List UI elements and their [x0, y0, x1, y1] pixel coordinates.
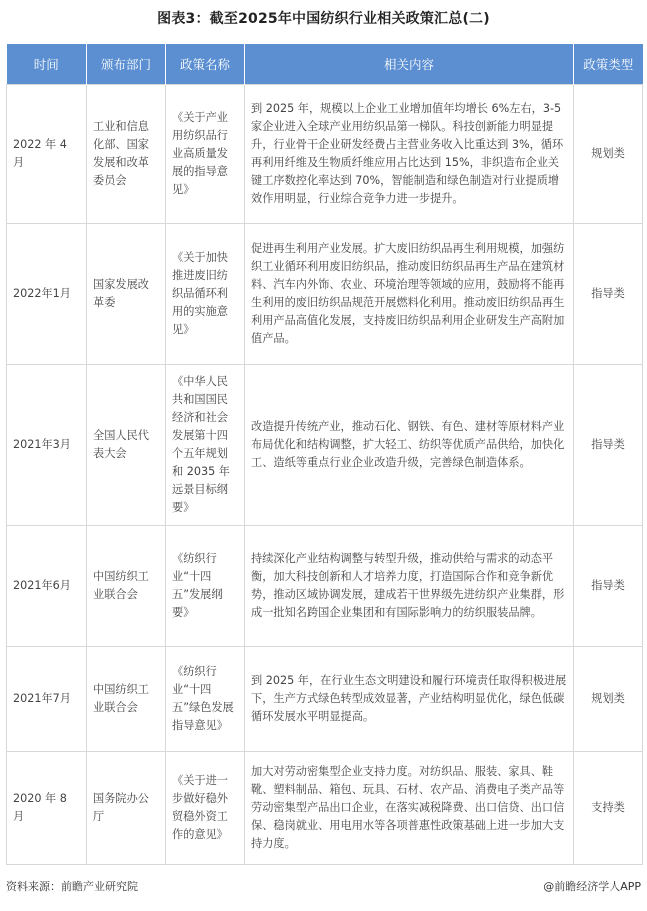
- table-row: [7, 526, 643, 647]
- cell-policy-name: 《纺织行业“十四五”发展纲要》: [166, 526, 245, 647]
- cell-policy-type: 规划类: [574, 647, 643, 752]
- cell-policy-name: 《关于进一步做好稳外贸稳外资工作的意见》: [166, 752, 245, 865]
- header-policy-type: 政策类型: [574, 44, 643, 85]
- cell-policy-type: 支持类: [574, 752, 643, 865]
- header-time: 时间: [7, 44, 87, 85]
- cell-time: 2021年7月: [7, 647, 87, 752]
- cell-content: 改造提升传统产业，推动石化、钢铁、有色、建材等原材料产业布局优化和结构调整，扩大轻工、纺织等优质产品供给，加快化工、造纸等重点行业企业改造升级，完善绿色制造体系。: [245, 365, 574, 526]
- cell-policy-type: 指导类: [574, 526, 643, 647]
- cell-policy-type: 指导类: [574, 365, 643, 526]
- header-content: 相关内容: [245, 44, 574, 85]
- table-row: [7, 647, 643, 752]
- source-note: 资料来源：前瞻产业研究院: [6, 880, 138, 893]
- policy-table: [6, 44, 643, 865]
- cell-content: 到 2025 年，规模以上企业工业增加值年均增长 6%左右，3-5 家企业进入全球产业用纺织品第一梯队。科技创新能力明显提升，行业骨干企业研发经费占主营业务收入比重达到 3%，循环再利用纤维及生物质纤维应用占比达到 15%，非织造布企业关键工序数控化率达到 70%，智能制造和绿色制造对行业提质增效作用明显，行业综合竞争力进一步提升。: [245, 85, 574, 224]
- cell-content: 持续深化产业结构调整与转型升级，推动供给与需求的动态平衡，加大科技创新和人才培养力度，打造国际合作和竞争新优势，推动区域协调发展，建成若干世界级先进纺织产业集群，形成一批知名跨国企业集团和有国际影响力的纺织服装品牌。: [245, 526, 574, 647]
- cell-department: 国务院办公厅: [87, 752, 166, 865]
- cell-time: 2020 年 8 月: [7, 752, 87, 865]
- cell-department: 工业和信息化部、国家发展和改革委员会: [87, 85, 166, 224]
- cell-policy-type: 规划类: [574, 85, 643, 224]
- cell-department: 国家发展改革委: [87, 224, 166, 365]
- cell-time: 2022 年 4 月: [7, 85, 87, 224]
- table-row: [7, 752, 643, 865]
- cell-department: 全国人民代表大会: [87, 365, 166, 526]
- cell-content: 到 2025 年，在行业生态文明建设和履行环境责任取得积极进展下，生产方式绿色转型成效显著，产业结构明显优化，绿色低碳循环发展水平明显提高。: [245, 647, 574, 752]
- table-row: [7, 365, 643, 526]
- cell-policy-name: 《纺织行业“十四五”绿色发展指导意见》: [166, 647, 245, 752]
- table-row: [7, 85, 643, 224]
- cell-time: 2021年3月: [7, 365, 87, 526]
- brand-credit: @前瞻经济学人APP: [543, 880, 641, 893]
- cell-policy-type: 指导类: [574, 224, 643, 365]
- cell-content: 促进再生利用产业发展。扩大废旧纺织品再生利用规模，加强纺织工业循环利用废旧纺织品，推动废旧纺织品再生产品在建筑材料、汽车内外饰、农业、环境治理等领域的应用，鼓励将不能再生利用的废旧纺织品规范开展燃料化利用。推动废旧纺织品再生利用产品高值化发展，支持废旧纺织品利用企业研发生产高附加值产品。: [245, 224, 574, 365]
- cell-policy-name: 《关于产业用纺织品行业高质量发展的指导意见》: [166, 85, 245, 224]
- cell-content: 加大对劳动密集型企业支持力度。对纺织品、服装、家具、鞋靴、塑料制品、箱包、玩具、石材、农产品、消费电子类产品等劳动密集型产品出口企业，在落实减税降费、出口信贷、出口信保、稳岗就业、用电用水等各项普惠性政策基础上进一步加大支持力度。: [245, 752, 574, 865]
- cell-department: 中国纺织工业联合会: [87, 647, 166, 752]
- cell-time: 2021年6月: [7, 526, 87, 647]
- cell-policy-name: 《中华人民共和国国民经济和社会发展第十四个五年规划和 2035 年远景目标纲要》: [166, 365, 245, 526]
- cell-policy-name: 《关于加快推进废旧纺织品循环利用的实施意见》: [166, 224, 245, 365]
- table-header-row: [7, 44, 643, 85]
- header-policy-name: 政策名称: [166, 44, 245, 85]
- header-department: 颁布部门: [87, 44, 166, 85]
- cell-time: 2022年1月: [7, 224, 87, 365]
- table-row: [7, 224, 643, 365]
- page-title: 图表3：截至2025年中国纺织行业相关政策汇总(二): [157, 11, 490, 27]
- cell-department: 中国纺织工业联合会: [87, 526, 166, 647]
